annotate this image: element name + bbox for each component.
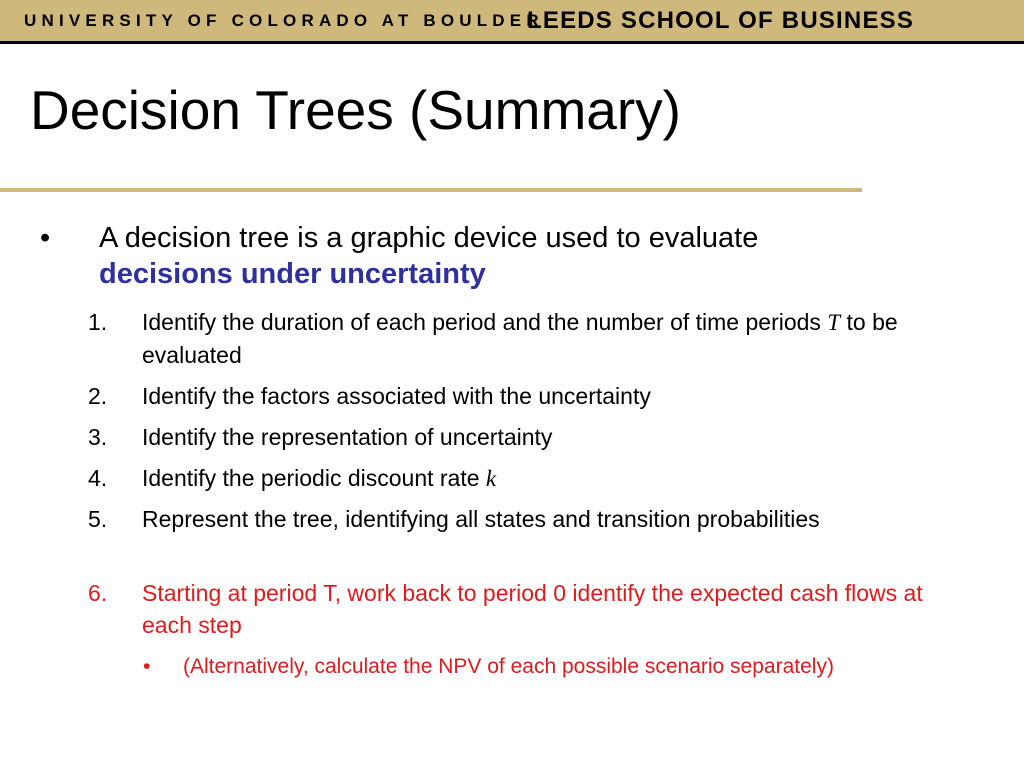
university-name: UNIVERSITY OF COLORADO AT BOULDER — [24, 11, 544, 30]
step-text: Identify the representation of uncertainty — [142, 424, 553, 450]
step-text — [142, 306, 942, 371]
sub-bullet-marker: • — [143, 655, 151, 678]
step-text-part: Identify the duration of each period and the number of time periods — [142, 309, 828, 335]
step-text — [142, 462, 942, 495]
step-number: 1. — [88, 309, 108, 335]
step-number: 3. — [88, 424, 108, 450]
step-number: 5. — [88, 506, 108, 532]
step-text-part: to be evaluated — [142, 309, 898, 368]
main-bullet-emphasis: decisions under uncertainty — [99, 258, 486, 290]
school-name: LEEDS SCHOOL OF BUSINESS — [527, 7, 915, 34]
step-number: 4. — [88, 465, 108, 491]
main-bullet-text — [99, 220, 919, 292]
variable-t: T — [827, 310, 841, 335]
bullet-marker: • — [40, 222, 51, 254]
step-text: Identify the factors associated with the uncertainty — [142, 383, 651, 409]
step-text: Represent the tree, identifying all states and transition probabilities — [142, 506, 820, 532]
variable-k: k — [485, 466, 497, 491]
main-bullet-plain: A decision tree is a graphic device used to evaluate — [99, 222, 759, 254]
slide-title: Decision Trees (Summary) — [30, 79, 681, 141]
step-number: 6. — [88, 580, 108, 606]
step-text-part: Identify the periodic discount rate — [142, 465, 486, 491]
step-text: Starting at period T, work back to period 0 identify the expected cash flows at each step — [142, 580, 923, 638]
sub-bullet-text: (Alternatively, calculate the NPV of each possible scenario separately) — [183, 655, 834, 678]
step-number: 2. — [88, 383, 108, 409]
